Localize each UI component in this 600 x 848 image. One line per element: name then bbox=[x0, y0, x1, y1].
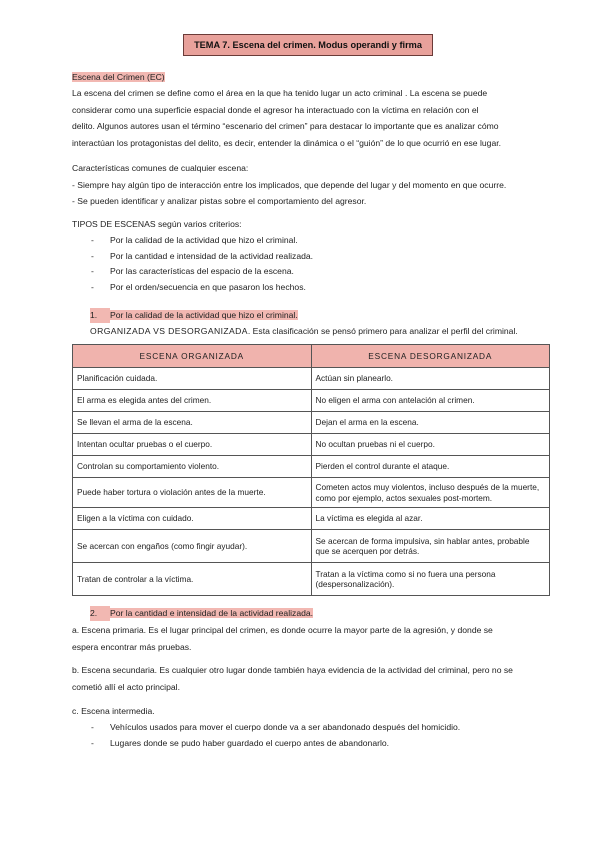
comparison-table bbox=[72, 344, 550, 596]
heading-highlight: Escena del Crimen (EC) bbox=[72, 72, 165, 82]
scene-c-intro: c. Escena intermedia. bbox=[72, 706, 155, 716]
text-line: considerar como una superficie espacial donde el agresor ha interactuado con la víctima en relación con el bbox=[72, 104, 479, 115]
text-line: interactúan los protagonistas del delito, es decir, entender la dinámica o el “guión” de lo que ocurrió en ese lugar. bbox=[72, 137, 501, 148]
section1-subtitle bbox=[90, 323, 550, 340]
table-cell: Actúan sin planearlo. bbox=[311, 368, 550, 390]
table-row bbox=[73, 434, 550, 456]
scene-c-list bbox=[72, 720, 532, 751]
table-header-row bbox=[73, 345, 550, 368]
page-title: TEMA 7. Escena del crimen. Modus operandi y firma bbox=[183, 34, 433, 56]
table-cell: No ocultan pruebas ni el cuerpo. bbox=[311, 434, 550, 456]
characteristic-item: - Siempre hay algún tipo de interacción entre los implicados, que depende del lugar y del momento en que ocurre. bbox=[72, 179, 507, 190]
subtitle-strong: ORGANIZADA VS DESORGANIZADA bbox=[90, 326, 248, 336]
table-cell: Cometen actos muy violentos, incluso después de la muerte, como por ejemplo, actos sexuales post-mortem. bbox=[311, 478, 550, 508]
table-row bbox=[73, 412, 550, 434]
list-item: - Por las características del espacio de la escena. bbox=[72, 264, 532, 280]
table-cell: Se acercan con engaños (como fingir ayudar). bbox=[73, 530, 312, 563]
table-cell: Se acercan de forma impulsiva, sin hablar antes, probable que se acerquen por detrás. bbox=[311, 530, 550, 563]
list-item: - Por la cantidad e intensidad de la actividad realizada. bbox=[72, 249, 532, 265]
table-row bbox=[73, 478, 550, 508]
scene-b-paragraph bbox=[72, 662, 532, 695]
characteristics-block bbox=[72, 160, 532, 210]
text-line: a. Escena primaria. Es el lugar principal del crimen, es donde ocurre la mayor parte de la agresión, y donde se bbox=[72, 625, 493, 635]
table-cell: Planificación cuidada. bbox=[73, 368, 312, 390]
table-row bbox=[73, 456, 550, 478]
table-cell: Se llevan el arma de la escena. bbox=[73, 412, 312, 434]
table-cell: La víctima es elegida al azar. bbox=[311, 508, 550, 530]
table-row bbox=[73, 390, 550, 412]
table-cell: Pierden el control durante el ataque. bbox=[311, 456, 550, 478]
list-item: - Por el orden/secuencia en que pasaron los hechos. bbox=[72, 280, 532, 296]
section2-heading bbox=[90, 606, 313, 621]
list-item: - Vehículos usados para mover el cuerpo donde va a ser abandonado después del homicidio. bbox=[72, 720, 532, 736]
section1-heading-text: Por la calidad de la actividad que hizo el criminal. bbox=[110, 310, 298, 320]
text-line: delito. Algunos autores usan el término “escenario del crimen” para destacar lo importante que es analizar cómo bbox=[72, 121, 499, 131]
text-line: b. Escena secundaria. Es cualquier otro lugar donde también haya evidencia de la actividad del criminal, pero no se bbox=[72, 665, 513, 675]
text-line: La escena del crimen se define como el área en la que ha tenido lugar un acto criminal . La escena se puede bbox=[72, 88, 488, 98]
types-intro: TIPOS DE ESCENAS según varios criterios: bbox=[72, 219, 242, 229]
list-item: - Por la calidad de la actividad que hizo el criminal. bbox=[72, 233, 532, 249]
table-cell: Tratan de controlar a la víctima. bbox=[73, 563, 312, 596]
table-row bbox=[73, 530, 550, 563]
table-cell: Eligen a la víctima con cuidado. bbox=[73, 508, 312, 530]
table-row bbox=[73, 368, 550, 390]
table-cell: Dejan el arma en la escena. bbox=[311, 412, 550, 434]
subtitle-rest: . Esta clasificación se pensó primero para analizar el perfil del criminal. bbox=[247, 326, 518, 336]
column-header: ESCENA DESORGANIZADA bbox=[311, 345, 550, 368]
section2-number: 2. bbox=[90, 606, 110, 621]
table-cell: Tratan a la víctima como si no fuera una persona (despersonalización). bbox=[311, 563, 550, 596]
text-line: cometió allí el acto principal. bbox=[72, 681, 180, 692]
section1-number: 1. bbox=[90, 308, 110, 323]
types-list bbox=[72, 233, 532, 295]
column-header: ESCENA ORGANIZADA bbox=[73, 345, 312, 368]
section-heading-ec bbox=[72, 69, 532, 86]
table-cell: No eligen el arma con antelación al crimen. bbox=[311, 390, 550, 412]
table-cell: Controlan su comportamiento violento. bbox=[73, 456, 312, 478]
section2-heading-text: Por la cantidad e intensidad de la actividad realizada. bbox=[110, 608, 314, 618]
section1-heading bbox=[90, 308, 298, 323]
list-item: - Lugares donde se pudo haber guardado el cuerpo antes de abandonarlo. bbox=[72, 736, 532, 752]
table-row bbox=[73, 563, 550, 596]
characteristics-intro: Características comunes de cualquier escena: bbox=[72, 163, 249, 173]
table-row bbox=[73, 508, 550, 530]
table-cell: Intentan ocultar pruebas o el cuerpo. bbox=[73, 434, 312, 456]
table-cell: El arma es elegida antes del crimen. bbox=[73, 390, 312, 412]
text-line: espera encontrar más pruebas. bbox=[72, 641, 192, 652]
ec-paragraph bbox=[72, 85, 532, 151]
table-cell: Puede haber tortura o violación antes de la muerte. bbox=[73, 478, 312, 508]
scene-a-paragraph bbox=[72, 622, 532, 655]
characteristic-item: - Se pueden identificar y analizar pistas sobre el comportamiento del agresor. bbox=[72, 196, 367, 206]
